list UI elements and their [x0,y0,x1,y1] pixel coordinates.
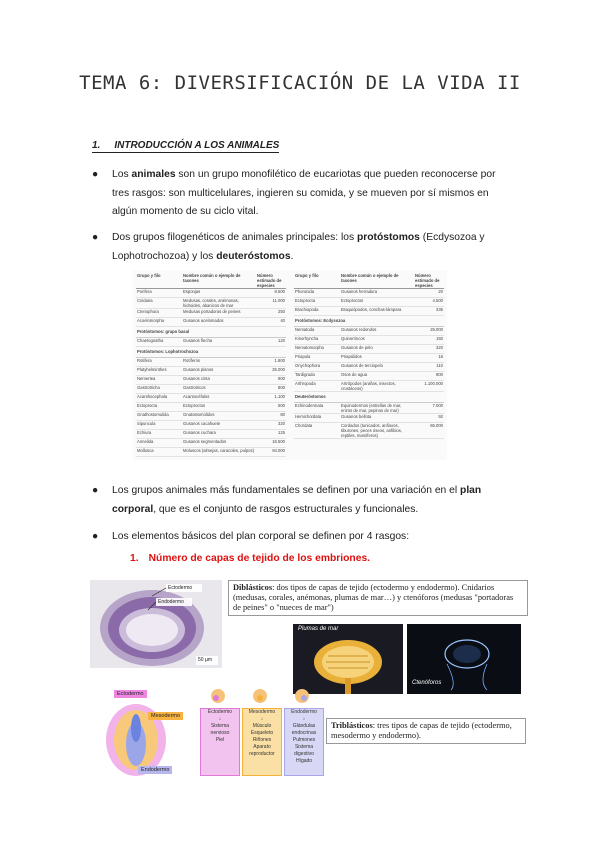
bullet-bold: plan corporal [112,485,482,515]
col-item: Glándulas endocrinas [291,723,317,736]
table-row [136,367,286,376]
table-cell: Rotíferos [182,358,256,367]
bullet-bold: animales [131,169,176,180]
col-item: Riñones [252,737,272,743]
bullet-text: Los grupos animales más fundamentales se definen por una variación en el [112,485,461,496]
table-row [294,414,444,423]
table-cell: Gusanos cinta [182,376,256,385]
col-item: Piel [215,737,225,743]
bullet-text: son un grupo monofilético de eucariotas que pueden reconocerse por tres rasgos: son multicelulares, ingieren su comida, y se mueven por sí mismos en algún momento de su ciclo vital. [112,169,496,217]
table-cell: 335 [414,307,444,316]
table-cell: Moluscos (almejas, caracoles, pulpos) [182,448,256,457]
table-cell: Cnidaria [136,298,182,309]
table-cell: Gusanos cuchara [182,430,256,439]
bullet-text: , que es el conjunto de rasgos estructurales y funcionales. [153,503,419,515]
table-group-label: Protóstomos: grupo basal [136,327,286,338]
table-cell: Artrópodos (arañas, insectos, crustáceos) [340,381,414,392]
bullet-bold: protóstomos [356,232,420,243]
table-row [136,421,286,430]
box-bold: Triblásticos [331,721,373,730]
table-cell: 1.800 [256,358,286,367]
table-cell: 25.000 [414,327,444,336]
table-cell: 250 [256,309,286,318]
table-cell: Annelida [136,439,182,448]
table-row [136,338,286,347]
table-cell: Osos de agua [340,372,414,381]
table-cell: 4.500 [414,298,444,307]
bullet-phylogenetic-groups [92,229,512,266]
table-cell: Gusanos bellota [340,414,414,423]
col-item: Mesodermo [248,709,276,715]
numbered-item-number: 1. [130,553,139,564]
table-cell: Gusanos acelomados [182,318,256,327]
col-item: Músculo [252,723,272,729]
table-cell: Braquiópodos, conchas-lámpara [340,307,414,316]
table-cell: Ctenophora [136,309,182,318]
table-cell: 320 [414,345,444,354]
table-cell: Cordados (tunicados, anfioxos, tiburones, peces óseos, anfibios, reptiles, mamíferos) [340,423,414,439]
table-row [136,430,286,439]
diblastic-text-box [228,580,528,616]
table-cell: 8.500 [256,289,286,298]
table-cell: Mollusca [136,448,182,457]
bullet-body-plan-traits [92,528,512,547]
phyla-table-right [294,273,444,439]
table-cell: Acanthocephala [136,394,182,403]
col-item: Hígado [295,758,313,764]
table-cell: 150 [414,336,444,345]
table-cell: Acantocéfalos [182,394,256,403]
col-item: Sistema nervioso [210,723,230,736]
table-cell: Número estimado de especies [414,273,444,289]
label-ectodermo: Ectodermo [114,690,147,698]
table-row [294,298,444,307]
bullet-dot-icon: ● [92,531,99,542]
table-cell: Onychophora [294,363,340,372]
table-cell: 92 [414,414,444,423]
box-bold: Diblásticos [233,583,273,592]
table-row [294,363,444,372]
table-row [294,327,444,336]
table-cell: Gnathostomulida [136,412,182,421]
table-row [136,376,286,385]
table-cell: Ectoproctos [182,403,256,412]
numbered-item-label: Número de capas de tejido de los embriones. [148,553,371,564]
col-item: Ectodermo [207,709,233,715]
table-cell: Medusas, corales, anémonas, hidroides, abanicos de mar [182,298,256,309]
table-cell: Equinodermos (estrellas de mar, erizos de mar, pepinos de mar) [340,403,414,414]
table-group-row [294,316,444,327]
table-cell: Nematoda [294,327,340,336]
table-cell: Ectoprocta [294,298,340,307]
ctenophore-label: Ctenóforos [412,680,442,686]
table-cell: 80 [256,412,286,421]
table-cell: Gusanos herradura [340,289,414,298]
table-row [136,273,286,289]
table-cell: 1.100.000 [414,381,444,392]
table-cell: Gastrotricos [182,385,256,394]
table-row [294,403,444,414]
col-item: Pulmones [292,737,316,743]
column-endoderm [284,708,324,776]
table-cell: 900 [256,376,286,385]
section-number: 1. [92,140,101,151]
label-ectoderm: Ectodermo [168,585,193,591]
col-item: Aparato reproductor [249,744,275,757]
table-cell: Grupo y filo [136,273,182,289]
table-cell: Nematomorpha [294,345,340,354]
table-cell: 7.000 [414,403,444,414]
table-row [294,336,444,345]
table-row [136,309,286,318]
embryo-micrograph [90,580,222,668]
table-row [136,448,286,457]
table-cell: Gastrotricha [136,385,182,394]
phyla-table-left [136,273,286,457]
table-row [136,289,286,298]
col-item: Endodermo [291,709,317,715]
bullet-text: Los [112,169,132,180]
table-cell: 800 [256,385,286,394]
table-cell: 20 [414,289,444,298]
table-cell: 320 [256,421,286,430]
table-cell: 11.000 [256,298,286,309]
table-cell: Rotifera [136,358,182,367]
table-group-row [294,392,444,403]
bullet-body-plan [92,482,512,519]
table-cell: 125 [256,430,286,439]
table-row [136,394,286,403]
label-endoderm: Endodermo [158,599,184,605]
table-cell: Phoronida [294,289,340,298]
table-cell: Quinorrincos [340,336,414,345]
table-cell: Hemichordata [294,414,340,423]
table-row [136,318,286,327]
col-item: ↓ [302,716,306,722]
germ-layers-figure [90,580,530,780]
col-item: Sistema digestivo [294,744,314,757]
table-cell: Porifera [136,289,182,298]
scale-bar-label: 50 µm [198,657,212,663]
bullet-text: Los elementos básicos del plan corporal se definen por 4 rasgos: [112,531,410,542]
table-cell: Chaetognatha [136,338,182,347]
table-cell: Grupo y filo [294,273,340,289]
table-group-label: Protóstomos: Lophotrochozoa [136,347,286,358]
table-cell: Gusanos cacahuete [182,421,256,430]
table-cell: 110 [414,363,444,372]
bullet-text: . [290,250,294,262]
table-row [136,385,286,394]
bullet-dot-icon: ● [92,169,99,180]
table-row [294,273,444,289]
bullet-text: (Ecdysozoa y Lophotrochozoa) y los [112,232,485,262]
bullet-animals-definition [92,166,512,222]
table-group-label: Deuteróstomos [294,392,444,403]
table-cell: Echiura [136,430,182,439]
table-cell: 40 [256,318,286,327]
table-cell: Priapula [294,354,340,363]
table-cell: Número estimado de especies [256,273,286,289]
col-item: Esqueleto [250,730,274,736]
table-cell: 800 [414,372,444,381]
table-cell: Gnatostomúlidos [182,412,256,421]
table-cell: 25.000 [256,367,286,376]
table-row [136,412,286,421]
section-label: INTRODUCCIÓN A LOS ANIMALES [114,140,280,151]
table-row [294,354,444,363]
table-cell: Sipuncula [136,421,182,430]
table-row [294,307,444,316]
table-cell: Gusanos de terciopelo [340,363,414,372]
table-cell: Nombre común o ejemplo de taxones [182,273,256,289]
table-cell: Arthropoda [294,381,340,392]
table-cell: Tardigrada [294,372,340,381]
phyla-table-figure [133,270,447,460]
page-title: TEMA 6: DIVERSIFICACIÓN DE LA VIDA II [79,72,521,94]
triblastic-text-box [326,718,526,744]
table-cell: 16.500 [256,439,286,448]
table-cell: Echinodermata [294,403,340,414]
box-text: : dos tipos de capas de tejido (ectodermo y endodermo). Cnidarios (medusas, corales, anémonas, plumas de mar…) y ctenóforos (medusas "portadoras de peines" o "nueces de mar") [233,583,514,612]
table-cell: Acoelomorpha [136,318,182,327]
table-cell: 1.100 [256,394,286,403]
table-row [136,403,286,412]
column-ectoderm [200,708,240,776]
bullet-text: Dos grupos filogenéticos de animales principales: los [112,232,357,243]
table-cell: Medusas portadoras de peines [182,309,256,318]
bullet-dot-icon: ● [92,485,99,496]
table-row [136,298,286,309]
table-row [294,423,444,439]
col-item: ↓ [260,716,264,722]
table-row [136,358,286,367]
table-cell: Gusanos segmentados [182,439,256,448]
table-row [136,439,286,448]
table-group-row [136,347,286,358]
table-cell: Platyhelminthes [136,367,182,376]
table-cell: 16 [414,354,444,363]
table-cell: Kinorhyncha [294,336,340,345]
table-cell: Nemertea [136,376,182,385]
bullet-bold: deuteróstomos [216,250,291,262]
table-row [294,372,444,381]
table-cell: Nombre común o ejemplo de taxones [340,273,414,289]
table-cell: Brachiopoda [294,307,340,316]
table-group-row [136,327,286,338]
table-cell: Gusanos planos [182,367,256,376]
table-cell: Chordata [294,423,340,439]
table-cell: Gusanos redondos [340,327,414,336]
embryo-icons [204,684,318,706]
table-cell: 65.000 [414,423,444,439]
table-cell: Esponjas [182,289,256,298]
table-cell: Priapúlidos [340,354,414,363]
table-row [294,345,444,354]
bullet-dot-icon: ● [92,232,99,243]
sea-pen-label: Plumas de mar [298,626,339,632]
table-group-label: Protóstomos: Ecdysozoa [294,316,444,327]
table-cell: 94.000 [256,448,286,457]
table-cell: 120 [256,338,286,347]
table-row [294,289,444,298]
col-item: ↓ [218,716,222,722]
table-cell: Ectoprocta [136,403,182,412]
label-endodermo: Endodermo [138,766,172,774]
table-cell: Ectoproctos [340,298,414,307]
column-mesoderm [242,708,282,776]
box-text: : tres tipos de capas de tejido (ectodermo, mesodermo y endodermo). [331,721,512,740]
label-mesodermo: Mesodermo [148,712,183,720]
table-cell: Gusanos de pelo [340,345,414,354]
table-row [294,381,444,392]
section-heading [92,140,279,153]
table-cell: Gusanos flecha [182,338,256,347]
table-cell: 500 [256,403,286,412]
numbered-item-1 [130,553,370,564]
